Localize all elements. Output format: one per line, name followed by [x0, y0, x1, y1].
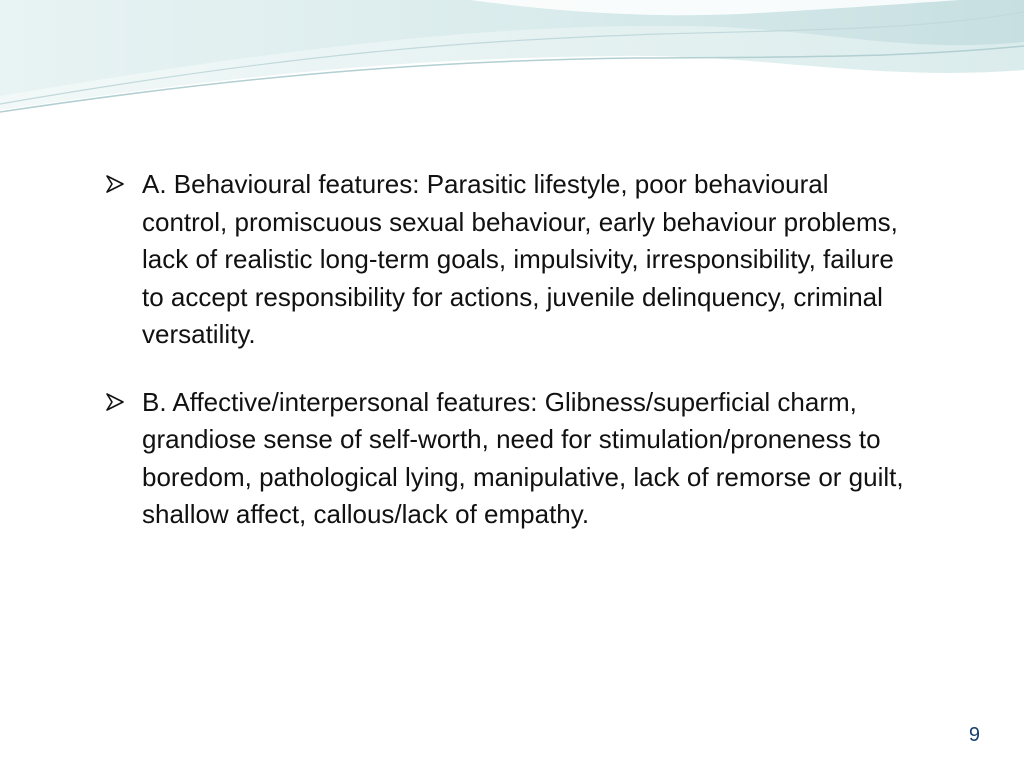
- arrow-bullet-icon: [106, 384, 142, 411]
- arrow-bullet-icon: [106, 166, 142, 193]
- page-number: 9: [968, 724, 980, 746]
- bullet-text: B. Affective/interpersonal features: Glibness/superficial charm, grandiose sense of self-worth, need for stimulation/proneness to boredom, pathological lying, manipulative, lack of remorse or guilt, shallow affect, callous/lack of empathy.: [142, 386, 904, 529]
- decorative-wave-banner: [0, 0, 1024, 130]
- bullet-text: A. Behavioural features: Parasitic lifestyle, poor behavioural control, promiscuous sexual behaviour, early behaviour problems, lack of realistic long-term goals, impulsivity, irresponsibility, failure to accept responsibility for actions, juvenile delinquency, criminal versatility.: [142, 169, 898, 349]
- bullet-item: [106, 384, 906, 534]
- bullet-list: [106, 166, 906, 564]
- bullet-item: [106, 166, 906, 354]
